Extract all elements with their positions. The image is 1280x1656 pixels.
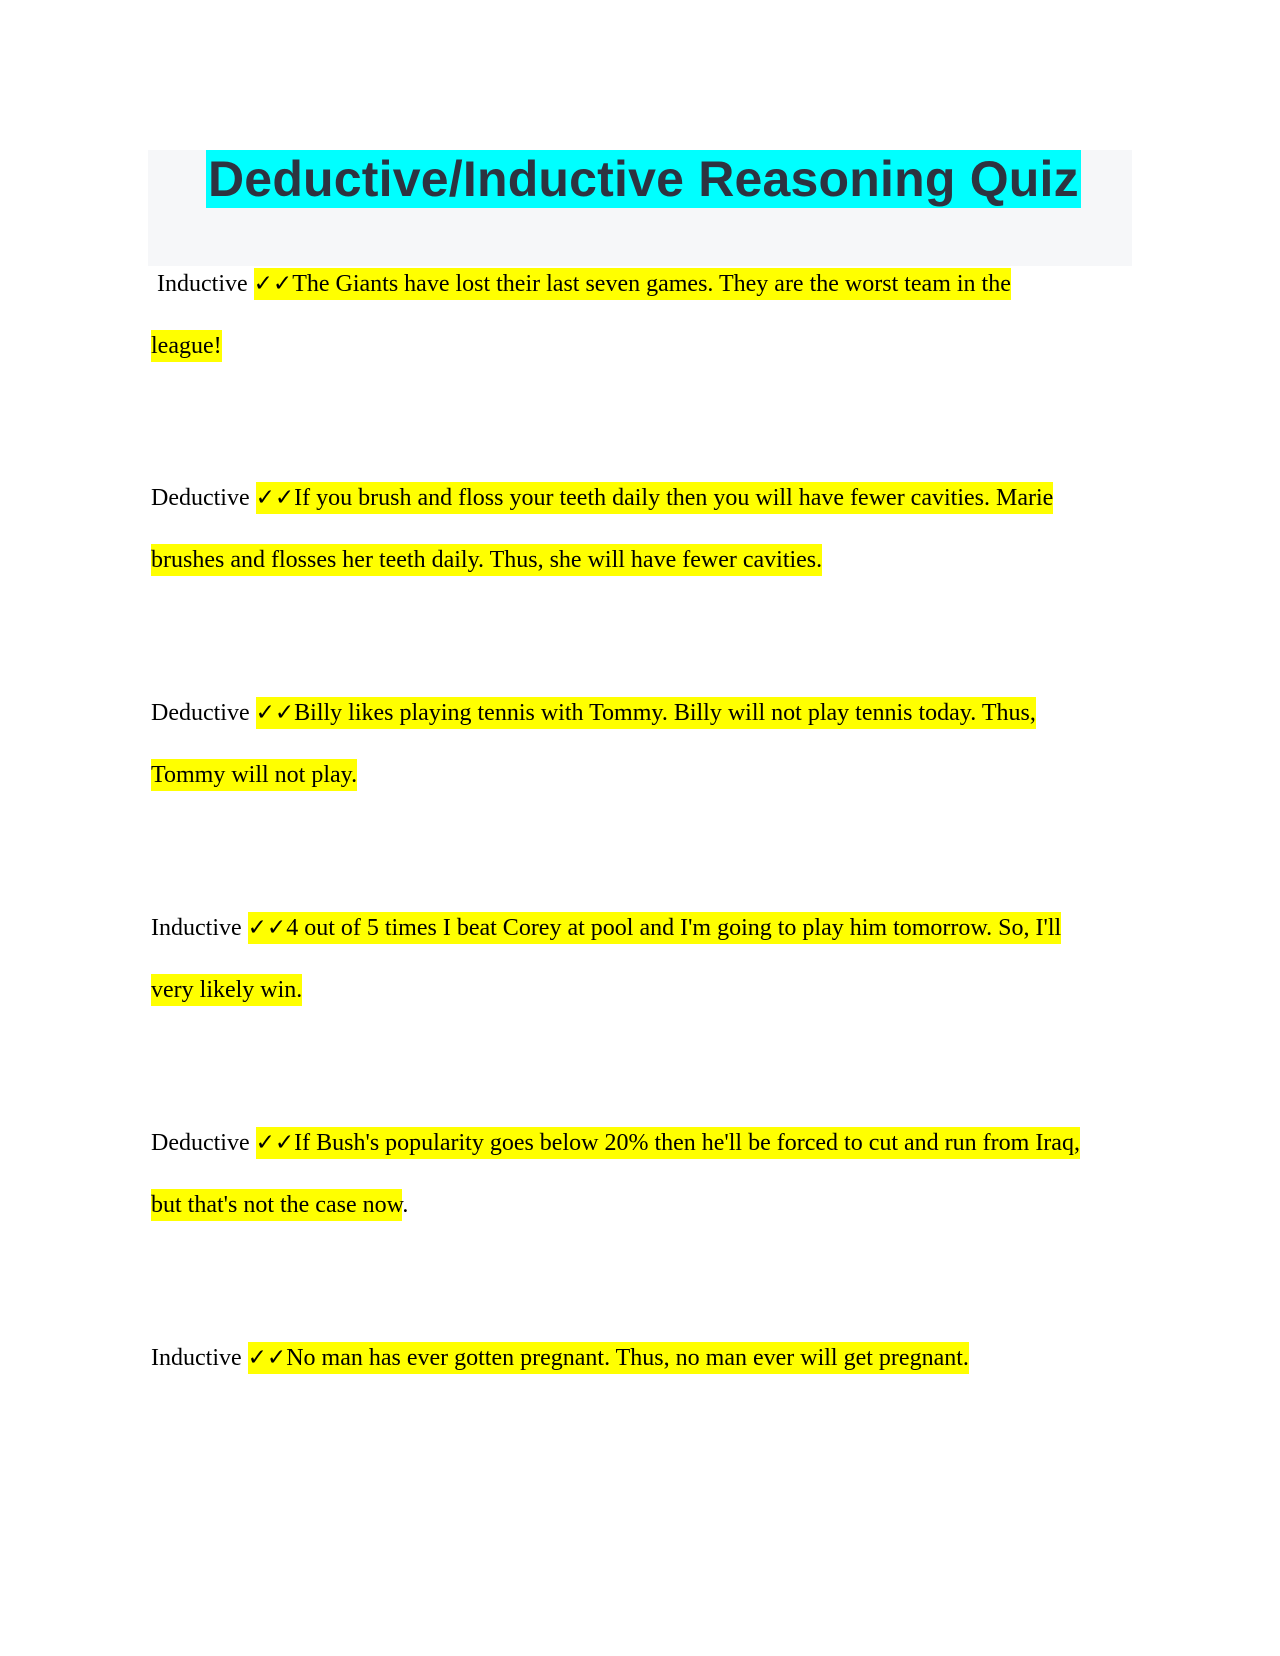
entry-line — [151, 959, 1131, 1021]
trailing-punctuation: . — [402, 1192, 409, 1218]
statement-text-continued: but that's not the case now — [151, 1189, 402, 1221]
statement-text: If you brush and floss your teeth daily then you will have fewer cavities. Marie — [294, 485, 1054, 511]
answer-label: Deductive — [151, 485, 250, 511]
answer-label: Inductive — [151, 1345, 242, 1371]
entry-line — [151, 467, 1131, 529]
entry-line — [151, 897, 1131, 959]
check-icon: ✓✓ — [255, 485, 295, 511]
statement-text: No man has ever gotten pregnant. Thus, no man ever will get pregnant. — [286, 1345, 969, 1371]
entry-line — [151, 529, 1131, 591]
statement-text: If Bush's popularity goes below 20% then he'll be forced to cut and run from Iraq, — [294, 1130, 1080, 1156]
answer-label: Inductive — [151, 915, 242, 941]
quiz-entry — [151, 467, 1131, 591]
entry-line — [151, 682, 1131, 744]
statement-text: Billy likes playing tennis with Tommy. Billy will not play tennis today. Thus, — [294, 700, 1036, 726]
entry-line — [151, 1327, 1131, 1389]
answer-label: Inductive — [157, 271, 248, 297]
entry-line — [157, 253, 1137, 315]
document-title: Deductive/Inductive Reasoning Quiz — [208, 151, 1079, 207]
statement-text: 4 out of 5 times I beat Corey at pool and I'm going to play him tomorrow. So, I'll — [286, 915, 1062, 941]
check-icon: ✓✓ — [247, 1345, 287, 1371]
entry-line — [151, 1112, 1131, 1174]
entry-line — [151, 315, 1137, 377]
entry-line — [151, 744, 1131, 806]
entry-line — [151, 1174, 1131, 1236]
quiz-entry — [151, 897, 1131, 1021]
quiz-entry — [151, 1112, 1131, 1236]
title-block — [148, 150, 1132, 266]
quiz-entry — [151, 253, 1137, 377]
statement-text-continued: brushes and flosses her teeth daily. Thus, she will have fewer cavities. — [151, 544, 822, 576]
check-icon: ✓✓ — [255, 1130, 295, 1156]
quiz-entry — [151, 1327, 1131, 1389]
check-icon: ✓✓ — [247, 915, 287, 941]
quiz-entry — [151, 682, 1131, 806]
check-icon: ✓✓ — [253, 271, 293, 297]
statement-text: The Giants have lost their last seven games. They are the worst team in the — [292, 271, 1011, 297]
answer-label: Deductive — [151, 1130, 250, 1156]
statement-text-continued: very likely win. — [151, 974, 302, 1006]
answer-label: Deductive — [151, 700, 250, 726]
check-icon: ✓✓ — [255, 700, 295, 726]
statement-text-continued: Tommy will not play. — [151, 759, 357, 791]
statement-text-continued: league! — [151, 330, 222, 362]
